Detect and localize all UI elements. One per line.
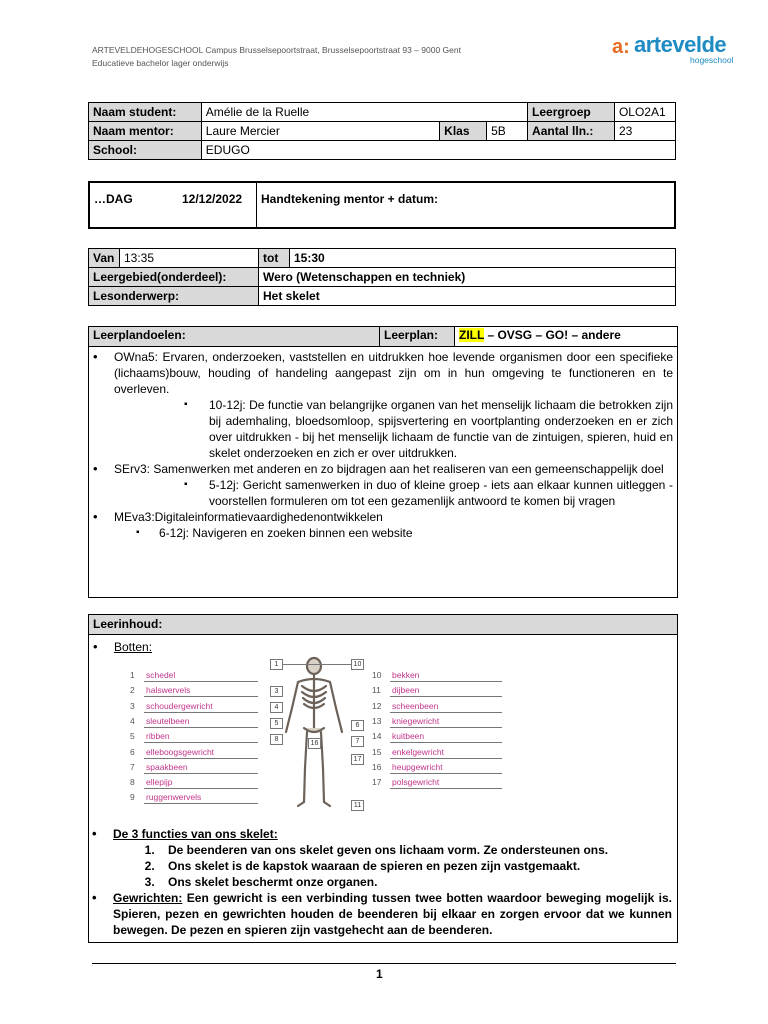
answer-line — [144, 758, 258, 759]
bone-number: 11 — [372, 685, 381, 696]
label-box: 8 — [270, 734, 283, 745]
bone-number: 3 — [130, 700, 135, 711]
bone-label: schoudergewricht — [146, 700, 213, 711]
bone-number: 13 — [372, 715, 382, 726]
bone-number: 17 — [372, 777, 382, 788]
bone-number: 9 — [130, 792, 135, 803]
day-label: …DAG — [89, 182, 178, 228]
count-value: 23 — [614, 122, 675, 141]
joints-title: Gewrichten: — [113, 891, 183, 905]
answer-line — [390, 696, 502, 697]
bone-label: ruggenwervels — [146, 792, 202, 803]
group-label: Leergroep — [528, 103, 615, 122]
goal-item: • MEva3:Digitaleinformatievaardighedenontwikkelen — [89, 509, 673, 525]
joints-text: Een gewricht is een verbinding tussen twee botten waardoor beweging mogelijk is. Spieren, pezen en gewrichten houden de beenderen bij elkaar en zorgen ervoor dat we kunnen bewegen. De pezen en spieren zijn vastgehecht aan de beenderen. — [113, 891, 672, 937]
answer-line — [144, 696, 258, 697]
label-box: 7 — [351, 736, 364, 747]
label-box: 4 — [270, 702, 283, 713]
bone-label: spaakbeen — [146, 761, 188, 772]
goal-item: • SErv3: Samenwerken met anderen en zo bijdragen aan het realiseren van een gemeenschappelijk doel — [89, 461, 673, 477]
bone-number: 7 — [130, 761, 135, 772]
bone-label: halswervels — [146, 685, 191, 696]
bone-label: kniegewricht — [392, 715, 440, 726]
bone-label: schedel — [146, 670, 176, 680]
bone-label: enkelgewricht — [392, 746, 444, 757]
bone-number: 2 — [130, 685, 135, 696]
bone-number: 5 — [130, 731, 135, 742]
logo-name: artevelde — [634, 32, 727, 57]
bone-label: ribben — [146, 731, 170, 742]
subject-value: Het skelet — [259, 287, 676, 306]
footer-line — [92, 963, 676, 964]
lesson-table — [88, 248, 676, 306]
bone-number: 16 — [372, 761, 382, 772]
bone-label: heupgewricht — [392, 761, 443, 772]
bone-label: dijbeen — [392, 685, 420, 696]
answer-line — [144, 773, 258, 774]
student-value: Amélie de la Ruelle — [201, 103, 527, 122]
bone-number: 14 — [372, 731, 382, 742]
answer-line — [390, 681, 502, 682]
bone-label: scheenbeen — [392, 700, 439, 711]
joints-paragraph — [88, 890, 676, 938]
label-box: 11 — [351, 800, 364, 811]
header-line-2: Educatieve bachelor lager onderwijs — [92, 58, 229, 68]
label-box: 3 — [270, 686, 283, 697]
mentor-label: Naam mentor: — [89, 122, 202, 141]
answer-line — [390, 742, 502, 743]
answer-line — [144, 788, 258, 789]
day-date: 12/12/2022 — [178, 182, 257, 228]
goals-label: Leerplandoelen: — [89, 327, 380, 346]
bone-number: 1 — [130, 670, 135, 680]
bone-number: 6 — [130, 746, 135, 757]
bone-label: bekken — [392, 670, 420, 680]
student-info-table — [88, 102, 676, 160]
bone-number: 4 — [130, 715, 135, 726]
signature-label: Handtekening mentor + datum: — [257, 182, 676, 228]
bone-number: 12 — [372, 700, 382, 711]
function-item: 3. Ons skelet beschermt onze organen. — [158, 874, 676, 890]
plan-rest: – OVSG – GO! – andere — [484, 328, 621, 342]
from-label: Van — [89, 249, 120, 268]
logo-sub: hogeschool — [690, 55, 734, 65]
school-label: School: — [89, 141, 202, 160]
answer-line — [390, 758, 502, 759]
school-value: EDUGO — [201, 141, 675, 160]
function-item: 1. De beenderen van ons skelet geven ons lichaam vorm. Ze ondersteunen ons. — [158, 842, 676, 858]
skeleton-diagram — [122, 650, 512, 820]
subject-label: Lesonderwerp: — [89, 287, 259, 306]
functions-title: • De 3 functies van ons skelet: — [88, 826, 676, 842]
content-label: Leerinhoud: — [89, 615, 677, 635]
answer-line — [390, 788, 502, 789]
answer-line — [390, 773, 502, 774]
bone-label: polsgewricht — [392, 777, 440, 788]
area-value: Wero (Wetenschappen en techniek) — [259, 268, 676, 287]
class-label: Klas — [440, 122, 487, 141]
logo-mark: a: — [612, 36, 630, 58]
goal-subitem: ▪ 6-12j: Navigeren en zoeken binnen een website — [89, 525, 673, 541]
plan-options — [455, 327, 625, 346]
label-box: 1 — [270, 659, 283, 670]
functions-list — [88, 842, 676, 890]
header-line-1: ARTEVELDEHOGESCHOOL Campus Brusselsepoortstraat, Brusselsepoortstraat 93 – 9000 Gent — [92, 45, 461, 55]
day-table — [88, 181, 676, 229]
student-label: Naam student: — [89, 103, 202, 122]
bones-title: • Botten: — [89, 639, 673, 655]
answer-line — [390, 727, 502, 728]
bone-label: kuitbeen — [392, 731, 425, 742]
mentor-value: Laure Mercier — [201, 122, 439, 141]
goal-subitem: ▪ 5-12j: Gericht samenwerken in duo of kleine groep - iets aan elkaar kunnen uitleggen - voorstellen formuleren om tot een gezamenlijk antwoord te komen bij vragen — [89, 477, 673, 509]
class-value: 5B — [487, 122, 528, 141]
answer-line — [144, 727, 258, 728]
plan-zill: ZILL — [459, 328, 485, 342]
bone-number: 10 — [372, 670, 382, 680]
from-value: 13:35 — [120, 249, 259, 268]
label-box: 10 — [351, 659, 364, 670]
to-value: 15:30 — [290, 249, 676, 268]
school-header — [92, 44, 461, 70]
goal-item: • OWna5: Ervaren, onderzoeken, vaststellen en uitdrukken hoe levende organismen door een specifieke (lichaams)bouw, houding of handeling aangepast zijn om in hun omgeving te functioneren en te overleven. — [89, 349, 673, 397]
group-value: OLO2A1 — [614, 103, 675, 122]
count-label: Aantal lln.: — [528, 122, 615, 141]
skeleton-figure — [274, 656, 354, 816]
bone-label: ellepijp — [146, 777, 173, 788]
goal-subitem: ▪ 10-12j: De functie van belangrijke organen van het menselijk lichaam die betrokken zijn bij ademhaling, bloedsomloop, spijsvertering en voortplanting onderzoeken en er zich over uitdrukken - bij het menselijk lichaam de functie van de zintuigen, spieren, huid en skelet onderzoeken en zich er over uitdrukken. — [89, 397, 673, 461]
answer-line — [144, 681, 258, 682]
learning-goals-box — [88, 326, 678, 598]
area-label: Leergebied(onderdeel): — [89, 268, 259, 287]
plan-label: Leerplan: — [380, 327, 455, 346]
to-label: tot — [259, 249, 290, 268]
answer-line — [390, 712, 502, 713]
bone-label: sleutelbeen — [146, 715, 190, 726]
label-box: 6 — [351, 720, 364, 731]
bone-number: 8 — [130, 777, 135, 788]
answer-line — [144, 712, 258, 713]
label-box: 16 — [308, 738, 321, 749]
page-number: 1 — [376, 967, 383, 981]
label-box: 17 — [351, 754, 364, 765]
bone-label: elleboogsgewricht — [146, 746, 215, 757]
label-box: 5 — [270, 718, 283, 729]
answer-line — [144, 803, 258, 804]
answer-line — [144, 742, 258, 743]
function-item: 2. Ons skelet is de kapstok waaraan de spieren en pezen zijn vastgemaakt. — [158, 858, 676, 874]
bone-number: 15 — [372, 746, 382, 757]
artevelde-logo — [612, 30, 732, 64]
